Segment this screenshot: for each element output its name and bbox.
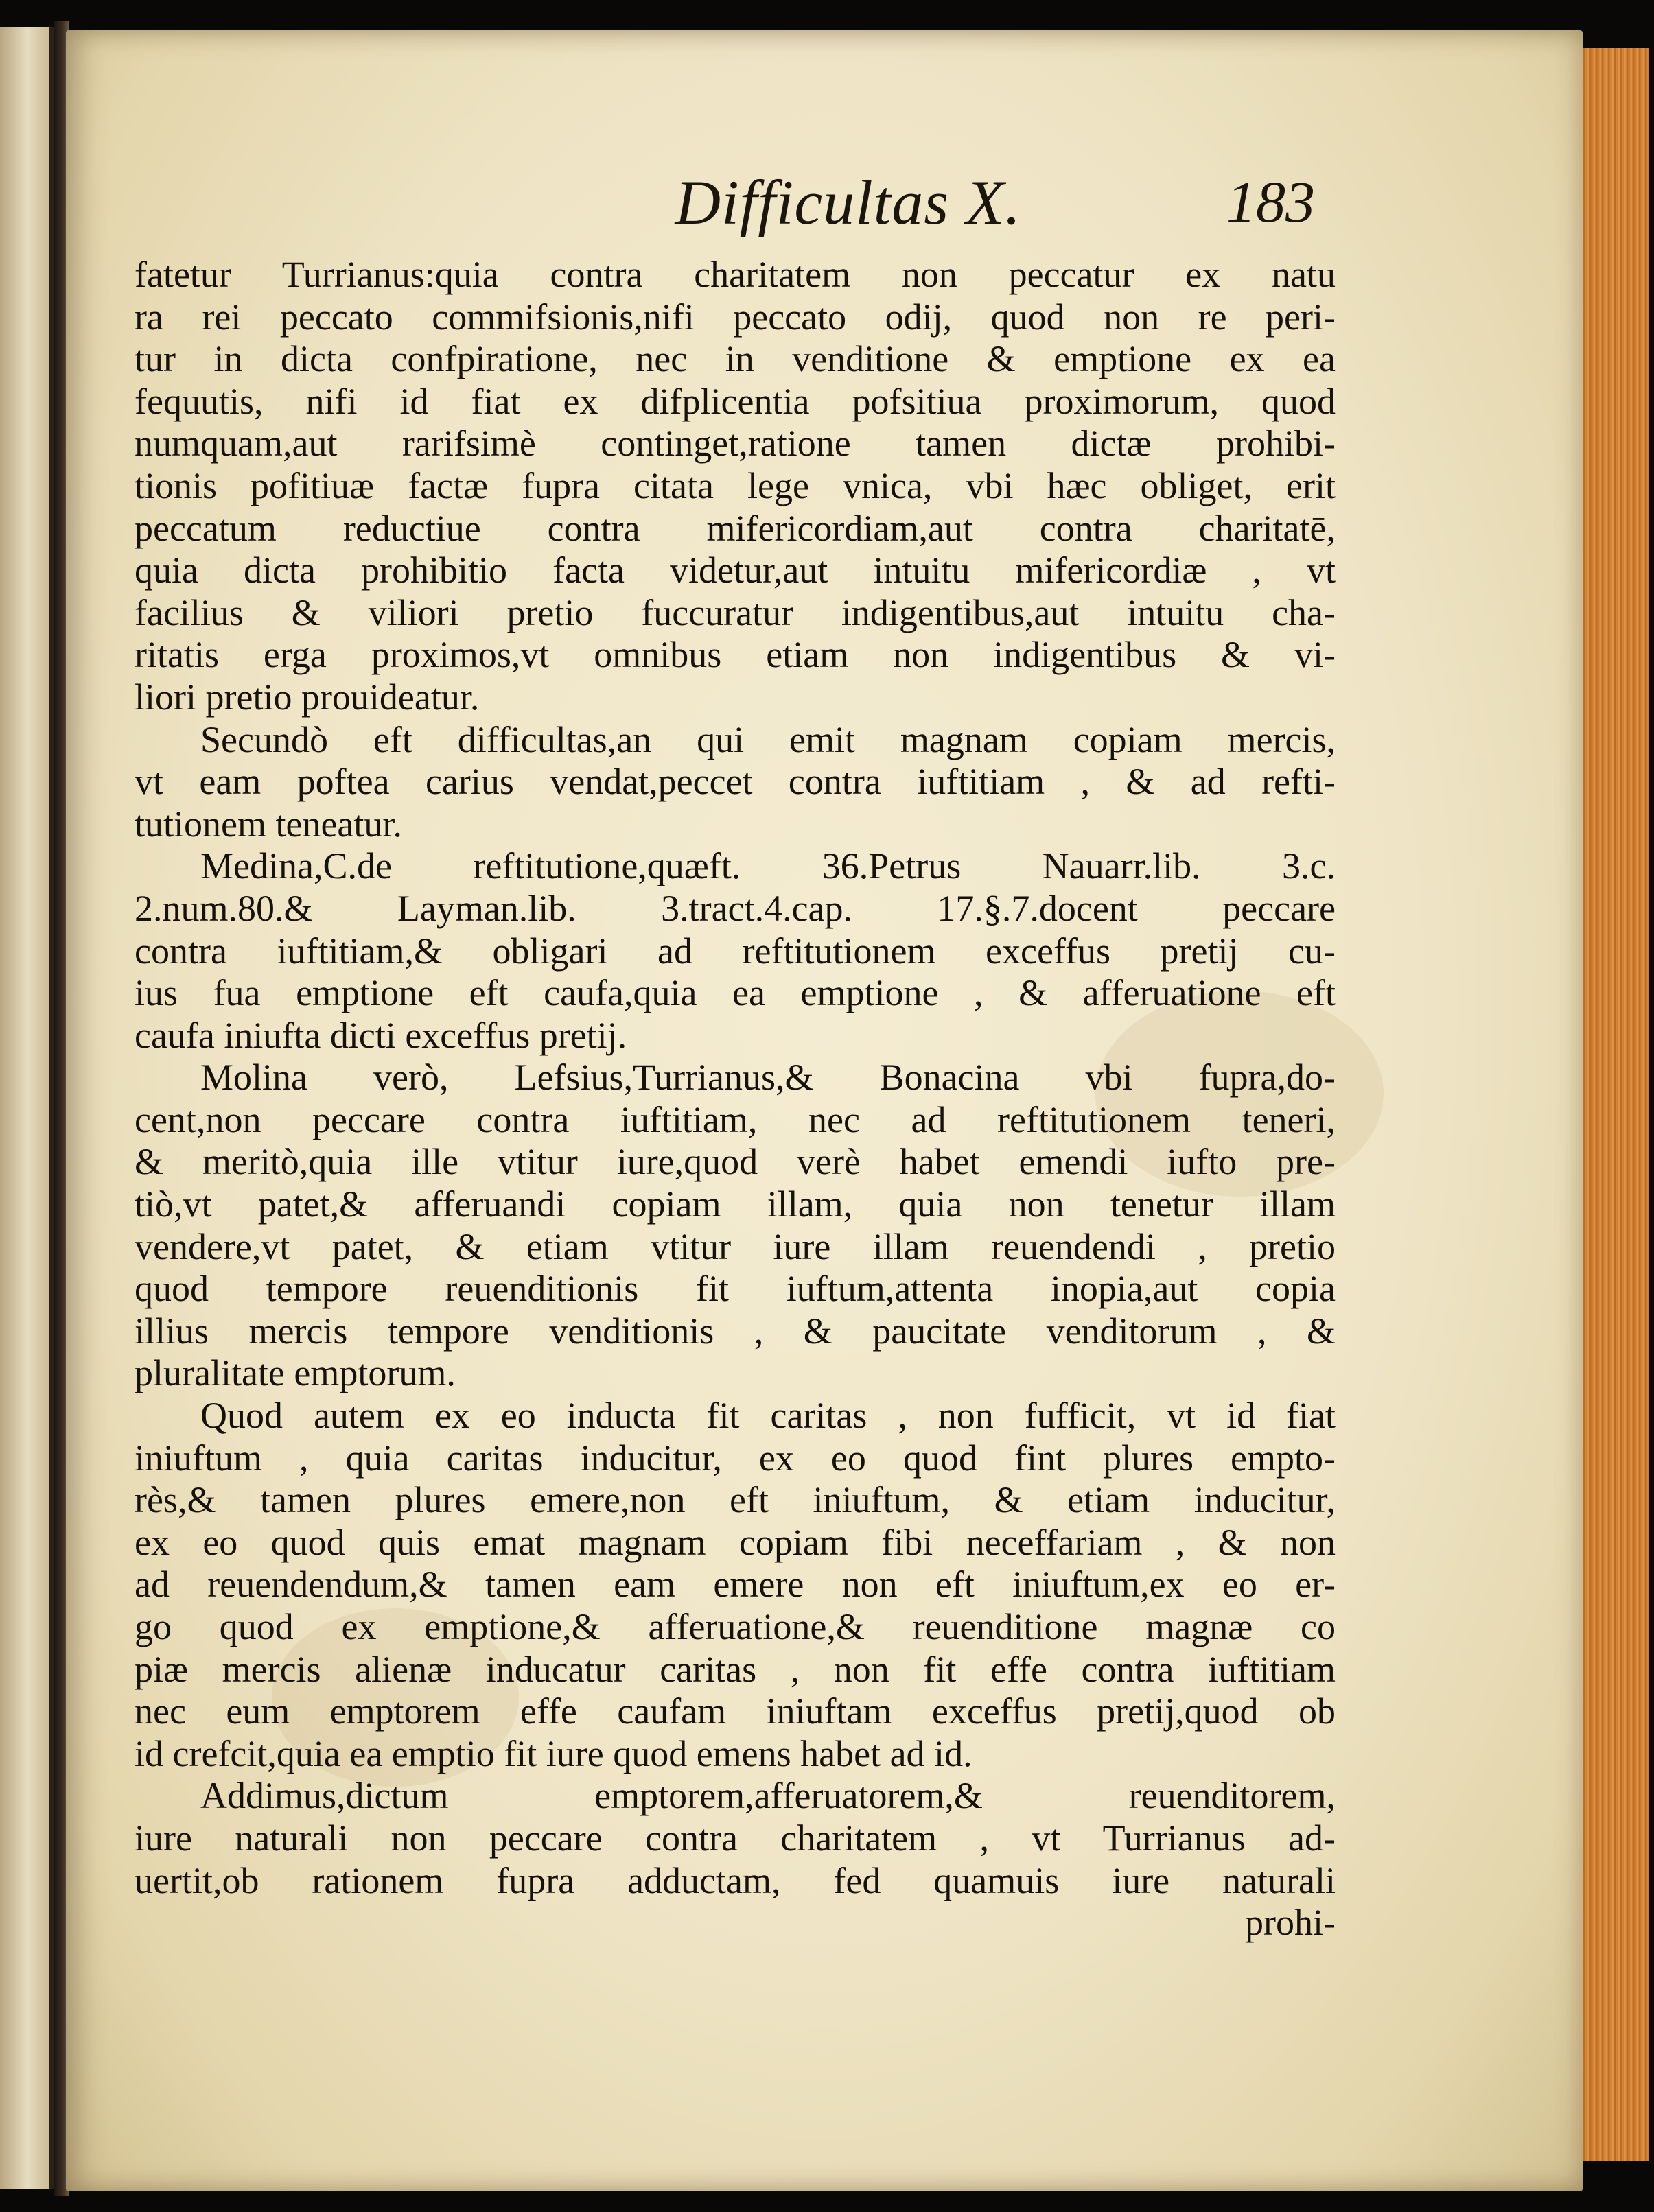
text-line: ra rei peccato commifsionis,nifi peccato odij, quod non re peri- [135, 296, 1336, 338]
paragraph [135, 719, 1336, 846]
page-header [66, 154, 1583, 250]
catchword: prohi- [1245, 1902, 1336, 1944]
text-line: vt eam poftea carius vendat,peccet contra iuftitiam , & ad refti- [135, 761, 1336, 803]
text-line: fequutis, nifi id fiat ex difplicentia pofsitiua proximorum, quod [135, 380, 1336, 422]
text-line: tionis pofitiuæ factæ fupra citata lege vnica, vbi hæc obliget, erit [135, 464, 1336, 506]
text-line: pluralitate emptorum. [135, 1352, 456, 1394]
text-line: quod tempore reuenditionis fit iuftum,attenta inopia,aut copia [135, 1268, 1336, 1310]
text-line: ad reuendendum,& tamen eam emere non eft iniuftum,ex eo er- [135, 1564, 1336, 1605]
text-line: & meritò,quia ille vtitur iure,quod verè habet emendi iufto pre- [135, 1141, 1336, 1183]
text-line: contra iuftitiam,& obligari ad reftitutionem exceffus pretij cu- [135, 930, 1336, 972]
text-line: go quod ex emptione,& afferuatione,& reuenditione magnæ co [135, 1606, 1336, 1647]
text-line: tiò,vt patet,& afferuandi copiam illam, quia non tenetur illam [135, 1184, 1336, 1225]
text-line: Molina verò, Lefsius,Turrianus,& Bonacina vbi fupra,do- [200, 1057, 1336, 1098]
text-line: tur in dicta confpiratione, nec in venditione & emptione ex ea [135, 338, 1336, 380]
text-line: caufa iniufta dicti exceffus pretij. [135, 1014, 627, 1056]
text-line: numquam,aut rarifsimè continget,ratione tamen dictæ prohibi- [135, 423, 1336, 464]
text-line: ius fua emptione eft caufa,quia ea emptione , & afferuatione eft [135, 972, 1336, 1014]
text-line: fatetur Turrianus:quia contra charitatem non peccatur ex natu [135, 254, 1336, 295]
text-line: iure naturali non peccare contra charitatem , vt Turrianus ad- [135, 1817, 1336, 1859]
text-line: id crefcit,quia ea emptio fit iure quod emens habet ad id. [135, 1732, 972, 1774]
text-line: 2.num.80.& Layman.lib. 3.tract.4.cap. 17.§.7.docent peccare [135, 887, 1336, 929]
text-line: rès,& tamen plures emere,non eft iniuftum, & etiam inducitur, [135, 1479, 1336, 1521]
text-line: quia dicta prohibitio facta videtur,aut intuitu mifericordiæ , vt [135, 550, 1336, 591]
book-page [66, 30, 1583, 2191]
paragraph [135, 1057, 1336, 1395]
text-line: piæ mercis alienæ inducatur caritas , non fit effe contra iuftitiam [135, 1648, 1336, 1690]
text-line: Medina,C.de reftitutione,quæft. 36.Petrus Nauarr.lib. 3.c. [200, 845, 1336, 887]
text-line: iniuftum , quia caritas inducitur, ex eo quod fint plures empto- [135, 1437, 1336, 1479]
text-line: illius mercis tempore venditionis , & paucitate venditorum , & [135, 1310, 1336, 1352]
text-line: uertit,ob rationem fupra adductam, fed quamuis iure naturali [135, 1859, 1336, 1901]
text-line: facilius & viliori pretio fuccuratur indigentibus,aut intuitu cha- [135, 591, 1336, 633]
paragraph [135, 254, 1336, 719]
text-line: peccatum reductiue contra mifericordiam,aut contra charitatē, [135, 507, 1336, 549]
page-fore-edge [1577, 48, 1649, 2161]
text-line: tutionem teneatur. [135, 803, 402, 845]
paragraph [135, 845, 1336, 1057]
previous-page-edge [0, 27, 54, 2189]
text-line: vendere,vt patet, & etiam vtitur iure illam reuendendi , pretio [135, 1225, 1336, 1267]
text-line: Addimus,dictum emptorem,afferuatorem,& reuenditorem, [200, 1775, 1336, 1817]
text-line: ex eo quod quis emat magnam copiam fibi neceffariam , & non [135, 1521, 1336, 1563]
paragraph [135, 1395, 1336, 1775]
running-title: Difficultas X. [675, 167, 1022, 237]
text-line: liori pretio prouideatur. [135, 676, 480, 718]
text-line: nec eum emptorem effe caufam iniuftam exceffus pretij,quod ob [135, 1691, 1336, 1732]
text-line: Secundò eft difficultas,an qui emit magnam copiam mercis, [200, 718, 1336, 760]
text-line: cent,non peccare contra iuftitiam, nec ad reftitutionem teneri, [135, 1098, 1336, 1140]
text-line: ritatis erga proximos,vt omnibus etiam non indigentibus & vi- [135, 634, 1336, 676]
text-line: Quod autem ex eo inducta fit caritas , non fufficit, vt id fiat [200, 1395, 1336, 1437]
body-text [135, 254, 1336, 1944]
paragraph [135, 1775, 1336, 1902]
page-number: 183 [1226, 169, 1315, 235]
